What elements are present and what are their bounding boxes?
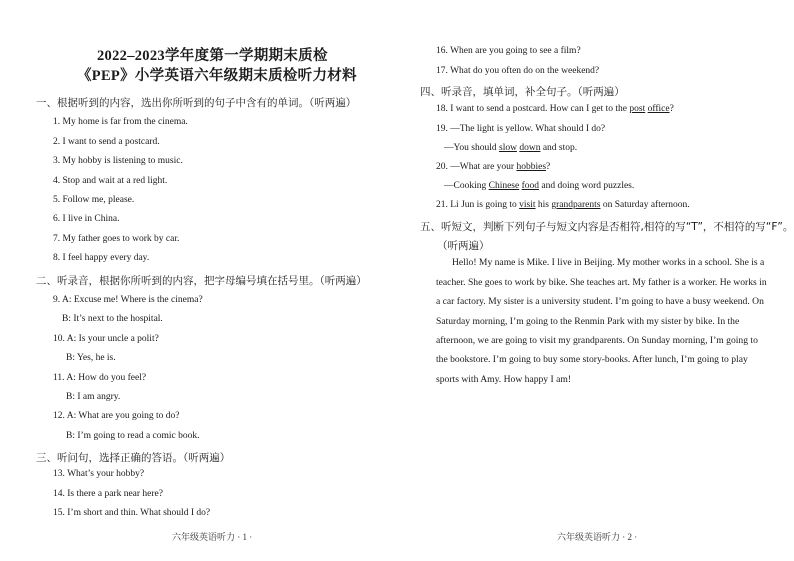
title-line-1: 2022–2023学年度第一学期期末质检 bbox=[97, 48, 328, 64]
passage-line: teacher. She goes to work by bike. She teaches art. My father is a worker. He works in bbox=[436, 277, 767, 288]
list-item: B: It’s next to the hospital. bbox=[62, 314, 163, 324]
list-item: 14. Is there a park near here? bbox=[53, 489, 163, 499]
title-line-2: 《PEP》小学英语六年级期末质检听力材料 bbox=[77, 68, 357, 84]
section-2-heading: 二、听录音，根据你所听到的内容，把字母编号填在括号里。（听两遍） bbox=[36, 275, 367, 287]
list-item: 5. Follow me, please. bbox=[53, 195, 135, 205]
list-item: 1. My home is far from the cinema. bbox=[53, 117, 188, 127]
answer-word: grandparents bbox=[551, 200, 601, 210]
passage-line: sports with Amy. How happy I am! bbox=[436, 374, 572, 385]
section-1-heading: 一、根据听到的内容，选出你所听到的句子中含有的单词。（听两遍） bbox=[36, 97, 357, 109]
list-item: 2. I want to send a postcard. bbox=[53, 137, 160, 147]
passage-line: afternoon, we are going to visit my grandparents. On Sunday morning, I’m going to bbox=[436, 335, 758, 346]
section-4-heading: 四、听录音，填单词，补全句子。（听两遍） bbox=[420, 86, 625, 98]
section-5-subheading: （听两遍） bbox=[437, 240, 490, 252]
list-item: 9. A: Excuse me! Where is the cinema? bbox=[53, 295, 203, 305]
list-item: 19. —The light is yellow. What should I do? bbox=[436, 124, 606, 134]
answer-word: hobbies bbox=[516, 162, 547, 172]
list-item: 4. Stop and wait at a red light. bbox=[53, 176, 168, 186]
list-item: 3. My hobby is listening to music. bbox=[53, 156, 183, 166]
list-item: 17. What do you often do on the weekend? bbox=[436, 66, 600, 76]
fill-line-20: 20. —What are your hobbies? bbox=[436, 162, 551, 172]
fill-line-21: 21. Li Jun is going to visit his grandparents on Saturday afternoon. bbox=[436, 200, 690, 210]
list-item: 12. A: What are you going to do? bbox=[53, 411, 180, 421]
list-item: 8. I feel happy every day. bbox=[53, 253, 150, 263]
fill-line-18: 18. I want to send a postcard. How can I get to the post office? bbox=[436, 104, 674, 114]
passage-line: Saturday morning, I’m going to the Renmin Park with my sister by bike. In the bbox=[436, 316, 740, 327]
answer-word: visit bbox=[519, 200, 536, 210]
passage-line: a car factory. My sister is a university student. I’m going to have a busy weekend. On bbox=[436, 296, 764, 307]
answer-word: office bbox=[647, 104, 670, 114]
list-item: 7. My father goes to work by car. bbox=[53, 234, 180, 244]
fill-line-19b: —You should slow down and stop. bbox=[444, 143, 578, 153]
list-item: 13. What’s your hobby? bbox=[53, 469, 145, 479]
answer-word: post bbox=[629, 104, 646, 114]
section-3-heading: 三、听问句，选择正确的答语。（听两遍） bbox=[36, 452, 231, 464]
footer-page-2: 六年级英语听力 · 2 · bbox=[557, 532, 638, 542]
passage-line: Hello! My name is Mike. I live in Beijing. My mother works in a school. She is a bbox=[452, 257, 765, 268]
list-item: 16. When are you going to see a film? bbox=[436, 46, 581, 56]
list-item: 15. I’m short and thin. What should I do? bbox=[53, 508, 211, 518]
list-item: 11. A: How do you feel? bbox=[53, 373, 147, 383]
answer-word: Chinese bbox=[488, 181, 520, 191]
passage-line: the bookstore. I’m going to buy some story-books. After lunch, I’m going to play bbox=[436, 354, 748, 365]
section-5-heading: 五、听短文，判断下列句子与短文内容是否相符,相符的写“T”，不相符的写“F”。 bbox=[420, 221, 794, 233]
footer-page-1: 六年级英语听力 · 1 · bbox=[172, 532, 253, 542]
list-item: B: Yes, he is. bbox=[66, 353, 116, 363]
list-item: B: I’m going to read a comic book. bbox=[66, 431, 200, 441]
list-item: 6. I live in China. bbox=[53, 214, 120, 224]
list-item: 10. A: Is your uncle a polit? bbox=[53, 334, 159, 344]
fill-line-20b: —Cooking Chinese food and doing word puzzles. bbox=[444, 181, 635, 191]
list-item: B: I am angry. bbox=[66, 392, 121, 402]
answer-word: food bbox=[521, 181, 540, 191]
answer-word: down bbox=[519, 143, 541, 153]
answer-word: slow bbox=[499, 143, 517, 153]
